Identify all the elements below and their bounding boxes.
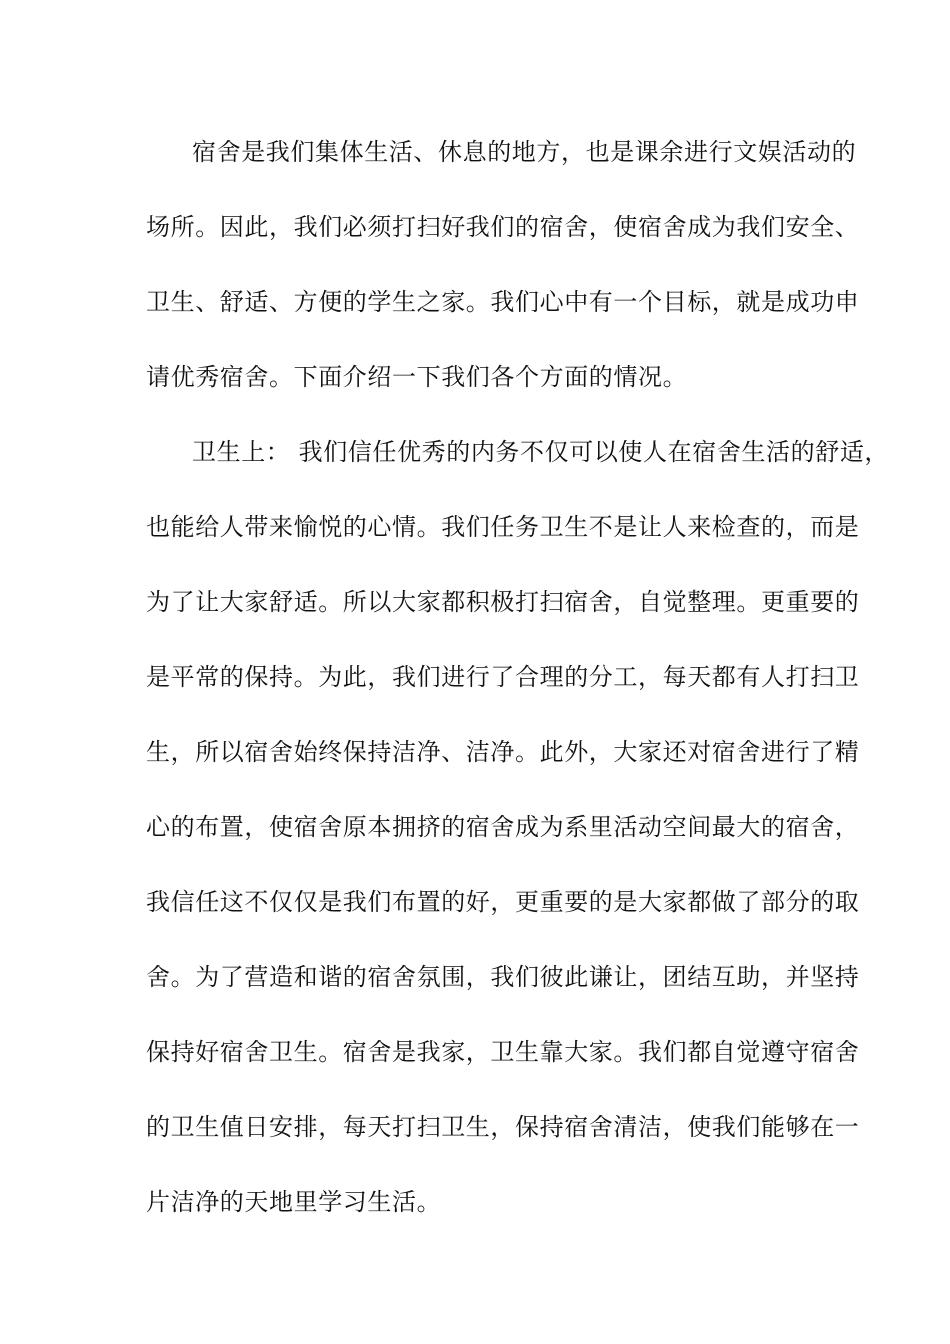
paragraph-2-line-4: 是平常的保持。为此，我们进行了合理的分工，每天都有人打扫卫	[146, 663, 860, 691]
paragraph-1-line-3: 卫生、舒适、方便的学生之家。我们心中有一个目标，就是成功申	[146, 288, 860, 316]
paragraph-2-line-8: 舍。为了营造和谐的宿舍氛围，我们彼此谦让，团结互助，并坚持	[146, 963, 860, 991]
paragraph-2-line-7: 我信任这不仅仅是我们布置的好，更重要的是大家都做了部分的取	[146, 888, 860, 916]
paragraph-2-line-1: 卫生上： 我们信任优秀的内务不仅可以使人在宿舍生活的舒适，	[192, 438, 890, 466]
paragraph-2-line-6: 心的布置，使宿舍原本拥挤的宿舍成为系里活动空间最大的宿舍，	[146, 813, 860, 841]
paragraph-1-line-1: 宿舍是我们集体生活、休息的地方，也是课余进行文娱活动的	[192, 138, 857, 166]
paragraph-2-line-9: 保持好宿舍卫生。宿舍是我家，卫生靠大家。我们都自觉遵守宿舍	[146, 1038, 860, 1066]
paragraph-1-line-4: 请优秀宿舍。下面介绍一下我们各个方面的情况。	[146, 363, 688, 391]
paragraph-2-line-11: 片洁净的天地里学习生活。	[146, 1188, 442, 1216]
paragraph-2-line-10: 的卫生值日安排，每天打扫卫生，保持宿舍清洁，使我们能够在一	[146, 1113, 860, 1141]
paragraph-2-line-2: 也能给人带来愉悦的心情。我们任务卫生不是让人来检查的，而是	[146, 513, 860, 541]
paragraph-2-line-3: 为了让大家舒适。所以大家都积极打扫宿舍，自觉整理。更重要的	[146, 588, 860, 616]
paragraph-1-line-2: 场所。因此，我们必须打扫好我们的宿舍，使宿舍成为我们安全、	[146, 213, 860, 241]
paragraph-2-line-5: 生，所以宿舍始终保持洁净、洁净。此外，大家还对宿舍进行了精	[146, 738, 860, 766]
